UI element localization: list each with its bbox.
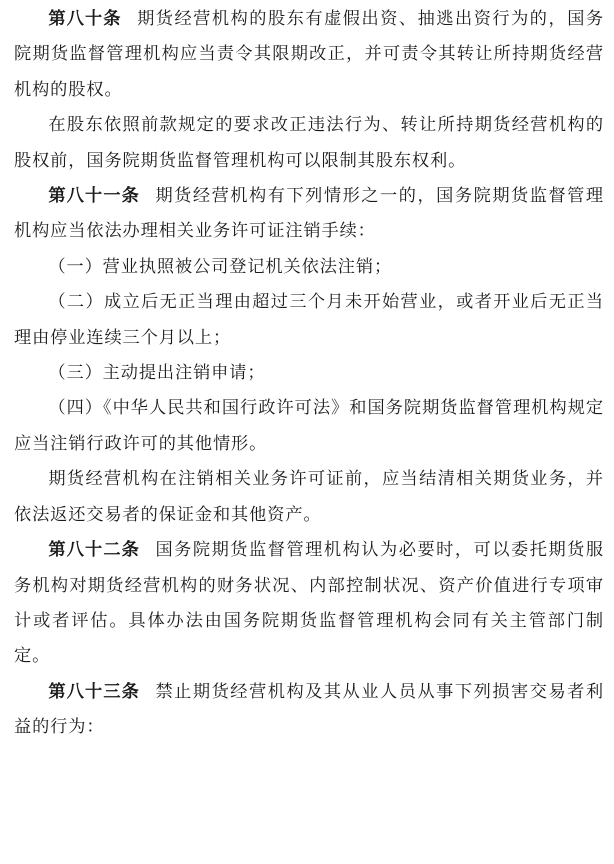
paragraph (14, 462, 604, 533)
list-item (14, 285, 604, 356)
article-number: 第八十三条 (48, 681, 140, 702)
paragraph-text: （二）成立后无正当理由超过三个月未开始营业，或者开业后无正当理由停业连续三个月以上； (14, 292, 604, 348)
paragraph-article-82 (14, 533, 604, 675)
article-number: 第八十一条 (48, 186, 140, 207)
paragraph-article-80 (14, 2, 604, 108)
paragraph-text: 期货经营机构在注销相关业务许可证前，应当结清相关期货业务，并依法返还交易者的保证金和其他资产。 (14, 469, 604, 525)
list-item (14, 250, 604, 285)
paragraph-text: 禁止期货经营机构及其从业人员从事下列损害交易者利益的行为： (14, 681, 604, 738)
article-number: 第八十条 (48, 9, 122, 29)
paragraph-text: 国务院期货监督管理机构认为必要时，可以委托期货服务机构对期货经营机构的财务状况、内部控制状况、资产价值进行专项审计或者评估。具体办法由国务院期货监督管理机构会同有关主管部门制定。 (14, 540, 604, 667)
list-item (14, 356, 604, 391)
paragraph-text: 期货经营机构有下列情形之一的，国务院期货监督管理机构应当依法办理相关业务许可证注销手续： (14, 186, 604, 242)
paragraph-text: （一）营业执照被公司登记机关依法注销； (48, 256, 393, 277)
article-number: 第八十二条 (48, 540, 140, 561)
document-page (14, 2, 604, 746)
paragraph (14, 108, 604, 179)
list-item (14, 391, 604, 462)
paragraph-text: 在股东依照前款规定的要求改正违法行为、转让所持期货经营机构的股权前，国务院期货监督管理机构可以限制其股东权利。 (14, 115, 604, 171)
paragraph-text: （三）主动提出注销申请； (48, 363, 266, 384)
paragraph-text: （四）《中华人民共和国行政许可法》和国务院期货监督管理机构规定应当注销行政许可的其他情形。 (14, 398, 604, 454)
paragraph-article-81 (14, 179, 604, 250)
paragraph-article-83 (14, 675, 604, 746)
paragraph-text: 期货经营机构的股东有虚假出资、抽逃出资行为的，国务院期货监督管理机构应当责令其限期改正，并可责令其转让所持期货经营机构的股权。 (14, 9, 604, 100)
